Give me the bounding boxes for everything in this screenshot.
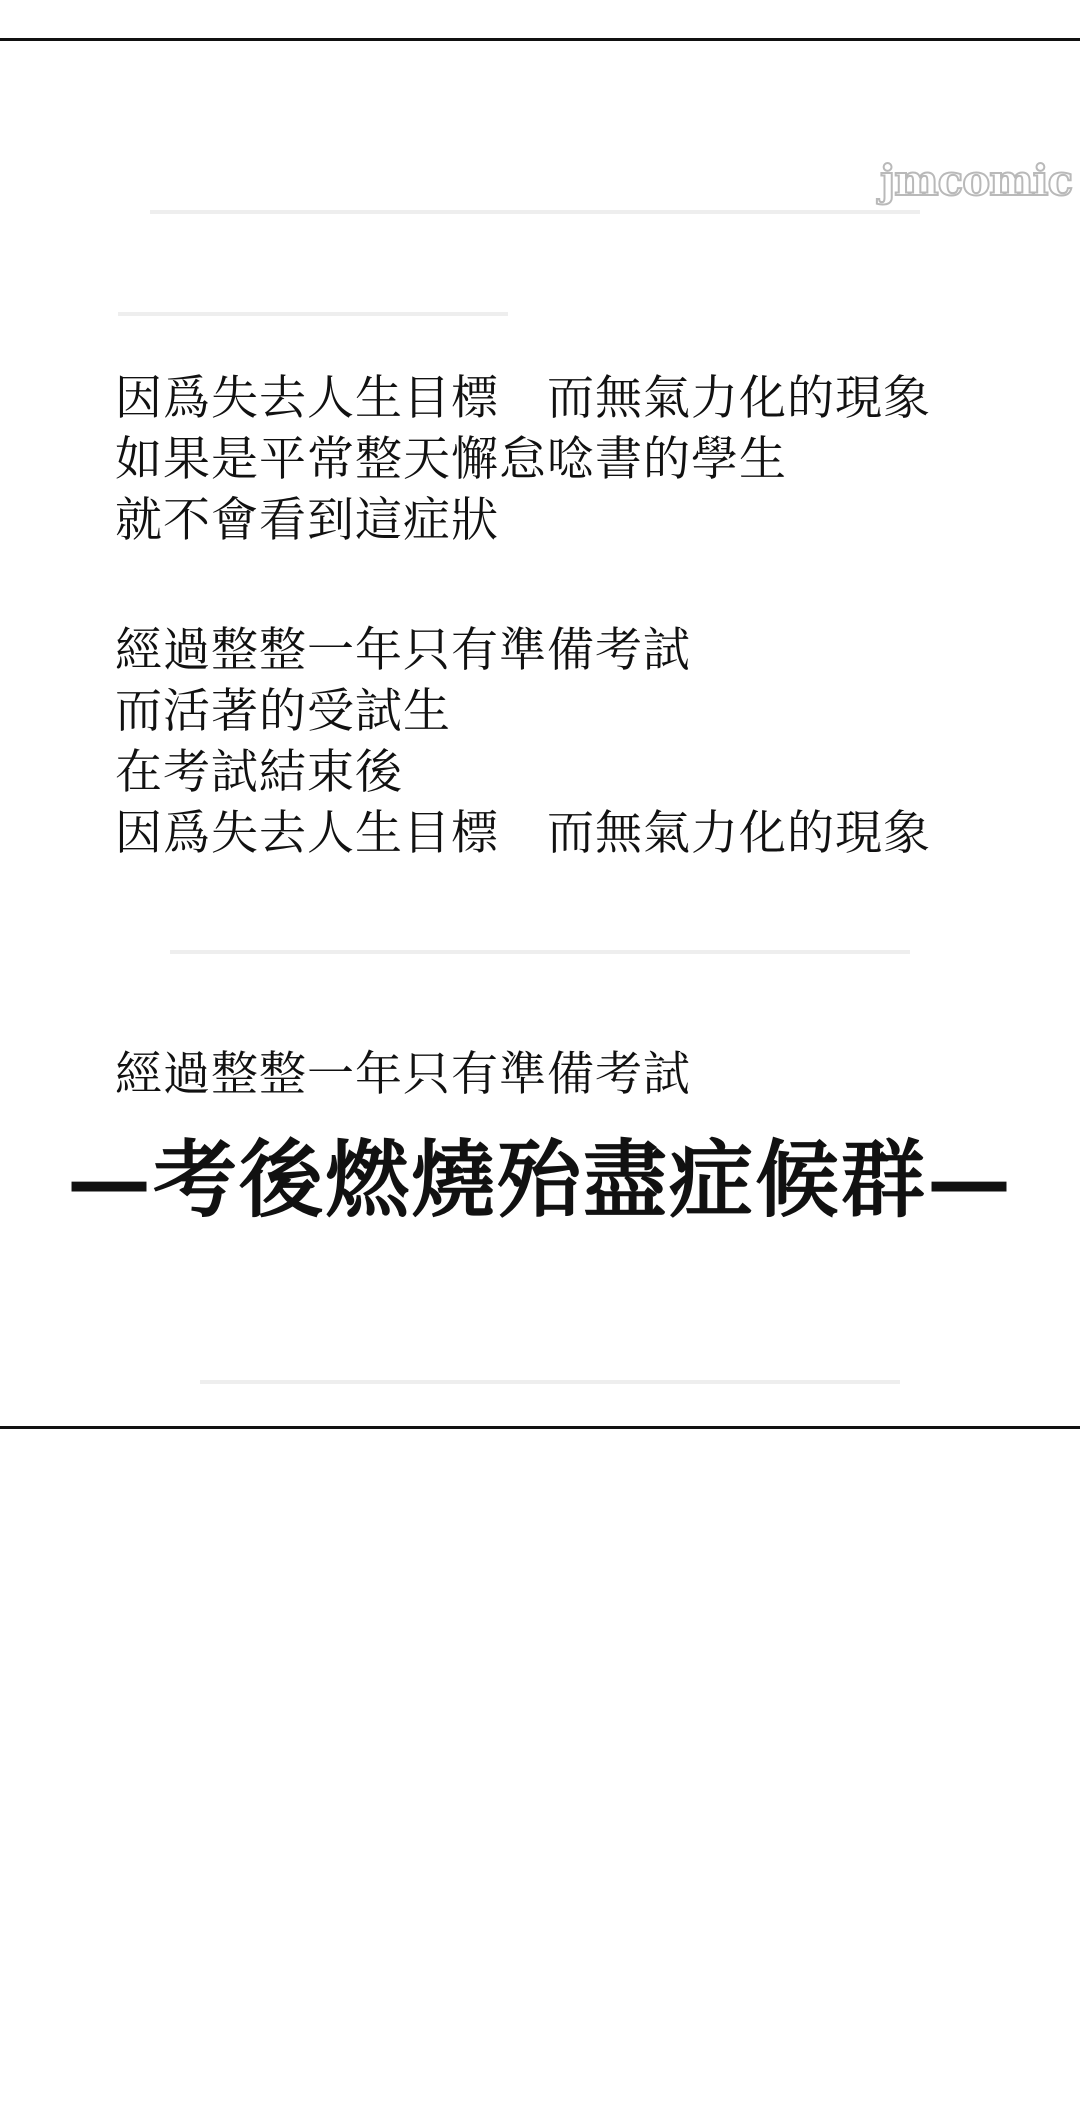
caption-panel-1 <box>0 371 1080 560</box>
caption-line: 因爲失去人生目標 而無氣力化的現象 <box>115 371 931 426</box>
caption-panel-3 <box>0 1040 1080 1102</box>
top-border-line <box>0 38 1080 41</box>
faded-text-ghost <box>118 312 508 316</box>
caption-line: 經過整整一年只有準備考試 <box>115 623 691 678</box>
caption-line: 經過整整一年只有準備考試 <box>115 1047 691 1102</box>
caption-line: 因爲失去人生目標 而無氣力化的現象 <box>115 806 931 861</box>
faded-text-ghost <box>150 210 920 214</box>
caption-line: 如果是平常整天懈怠唸書的學生 <box>115 432 787 487</box>
caption-line: 就不會看到這症狀 <box>115 493 499 548</box>
caption-panel-2 <box>0 620 1080 861</box>
faded-text-ghost <box>170 950 910 954</box>
chapter-title: —考後燃燒殆盡症候群— <box>66 1130 1013 1229</box>
faded-text-ghost <box>200 1380 900 1384</box>
bottom-border-line <box>0 1426 1080 1429</box>
caption-line: 在考試結束後 <box>115 745 403 800</box>
caption-line: 而活著的受試生 <box>115 684 451 739</box>
watermark-logo: jmcomic <box>880 156 1073 205</box>
